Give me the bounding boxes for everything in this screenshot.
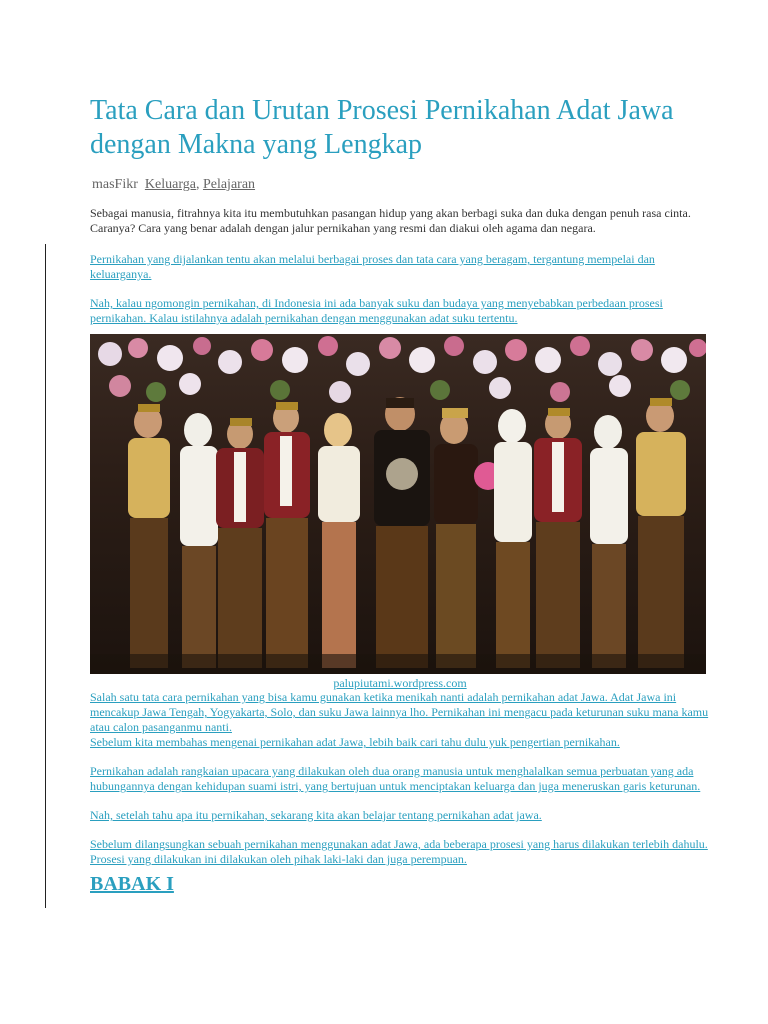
paragraph-2[interactable]: Nah, kalau ngomongin pernikahan, di Indonesia ini ada banyak suku dan budaya yang menyebabkan perbedaan prosesi pernikahan. Kalau istilahnya adalah pernikahan dengan menggunakan adat suku tertentu. [90,296,663,325]
image-caption[interactable]: palupiutami.wordpress.com [333,676,467,690]
margin-bar [45,244,46,908]
category-link-pelajaran[interactable]: Pelajaran [202,177,256,192]
paragraph-1[interactable]: Pernikahan yang dijalankan tentu akan melalui berbagai proses dan tata cara yang beragam, tergantung mempelai dan keluarganya. [90,252,655,281]
section-heading[interactable]: BABAK I [90,873,174,895]
article-title: Tata Cara dan Urutan Prosesi Pernikahan Adat Jawa dengan Makna yang Lengkap [90,95,674,160]
wedding-photo [90,334,706,674]
wedding-photo-illustration [90,334,706,674]
paragraph-4[interactable]: Sebelum kita membahas mengenai pernikahan adat Jawa, lebih baik cari tahu dulu yuk pengertian pernikahan. [90,735,620,749]
paragraph-7[interactable]: Sebelum dilangsungkan sebuah pernikahan menggunakan adat Jawa, ada beberapa prosesi yang harus dilakukan terlebih dahulu. Prosesi yang dilakukan ini dilakukan oleh pihak laki-laki dan juga perempuan. [90,837,708,866]
author-name: masFikr [92,177,138,192]
paragraph-5[interactable]: Pernikahan adalah rangkaian upacara yang dilakukan oleh dua orang manusia untuk menghalalkan semua perbuatan yang ada hubungannya dengan kehidupan suami istri, yang bertujuan untuk menciptakan keluarga dan juga meneruskan garis keturunan. [90,764,701,793]
paragraph-6[interactable]: Nah, setelah tahu apa itu pernikahan, sekarang kita akan belajar tentang pernikahan adat jawa. [90,808,542,822]
intro-paragraph: Sebagai manusia, fitrahnya kita itu membutuhkan pasangan hidup yang akan berbagi suka dan duka dengan penuh rasa cinta. Caranya? Cara yang benar adalah dengan jalur pernikahan yang resmi dan diakui oleh agama dan negara. [90,206,691,235]
category-link-keluarga[interactable]: Keluarga [144,177,196,192]
article [90,94,710,896]
paragraph-3[interactable]: Salah satu tata cara pernikahan yang bisa kamu gunakan ketika menikah nanti adalah pernikahan adat Jawa. Adat Jawa ini mencakup Jawa Tengah, Yogyakarta, Solo, dan suku Jawa lainnya lho. Pernikahan ini mengacu pada keturunan suku mana kamu atau calon pasanganmu nanti. [90,690,709,734]
category-separator: , [195,177,200,192]
article-meta [90,176,710,194]
